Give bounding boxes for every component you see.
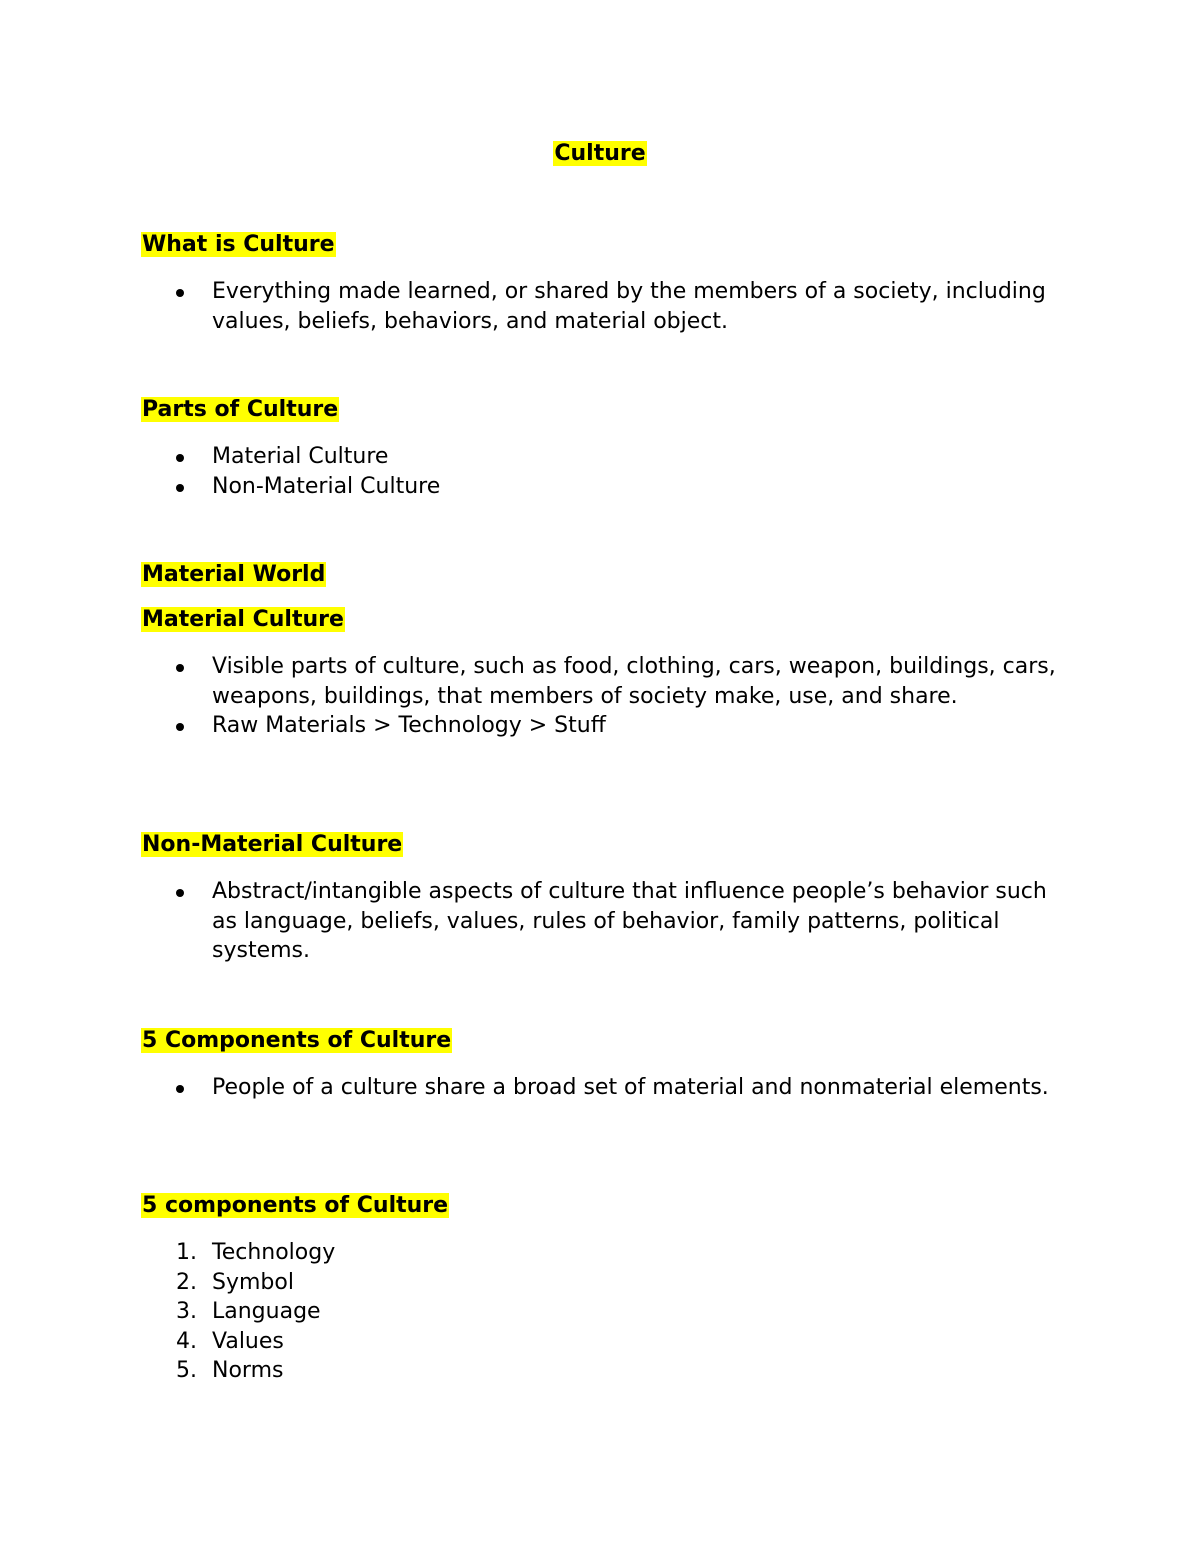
numbered-list-item: [0, 1356, 1062, 1386]
parts-of-culture-list: [0, 442, 1062, 501]
section-heading-what-is-culture: What is Culture: [142, 232, 335, 257]
numbered-list-item: [0, 1327, 1062, 1357]
section-heading-parts-of-culture: Parts of Culture: [142, 397, 339, 422]
list-item: Material Culture: [0, 442, 1062, 472]
section-heading-5-components-of-culture: 5 Components of Culture: [142, 1028, 452, 1053]
five-components-bullet-list: [0, 1073, 1062, 1103]
list-item: Visible parts of culture, such as food, clothing, cars, weapon, buildings, cars, weapons, buildings, that members of society make, use, and share.: [0, 652, 1062, 711]
document-title: [0, 140, 1200, 168]
numbered-list-item: [0, 1268, 1062, 1298]
section-heading-5-components-of-culture-2: 5 components of Culture: [142, 1193, 449, 1218]
list-number: 1.: [176, 1240, 197, 1265]
list-item-text: Symbol: [212, 1269, 294, 1295]
list-item: People of a culture share a broad set of material and nonmaterial elements.: [0, 1073, 1062, 1103]
list-item-text: Values: [212, 1328, 284, 1354]
list-number: 3.: [176, 1299, 197, 1325]
what-is-culture-list: [0, 277, 1062, 336]
section-heading-material-world: Material World: [142, 562, 326, 587]
material-culture-list: [0, 652, 1062, 741]
numbered-list-item: [0, 1297, 1062, 1327]
list-item: Non-Material Culture: [0, 472, 1062, 502]
list-number: 2.: [176, 1269, 197, 1295]
list-item-text: Technology: [212, 1240, 336, 1265]
section-heading-non-material-culture: Non-Material Culture: [142, 832, 403, 857]
list-item: Raw Materials > Technology > Stuff: [0, 711, 1062, 741]
list-item-text: Language: [212, 1299, 321, 1325]
list-item-text: Norms: [212, 1358, 284, 1384]
document-title-text: Culture: [554, 141, 646, 166]
five-components-numbered-list: [0, 1238, 1062, 1386]
numbered-list-item: [0, 1238, 1062, 1268]
section-heading-material-culture: Material Culture: [142, 607, 344, 632]
list-number: 4.: [176, 1328, 197, 1354]
list-number: 5.: [176, 1358, 197, 1384]
non-material-culture-list: [0, 877, 1062, 966]
list-item: Abstract/intangible aspects of culture that influence people’s behavior such as language, beliefs, values, rules of behavior, family patterns, political systems.: [0, 877, 1062, 966]
list-item: Everything made learned, or shared by the members of a society, including values, beliefs, behaviors, and material object.: [0, 277, 1062, 336]
